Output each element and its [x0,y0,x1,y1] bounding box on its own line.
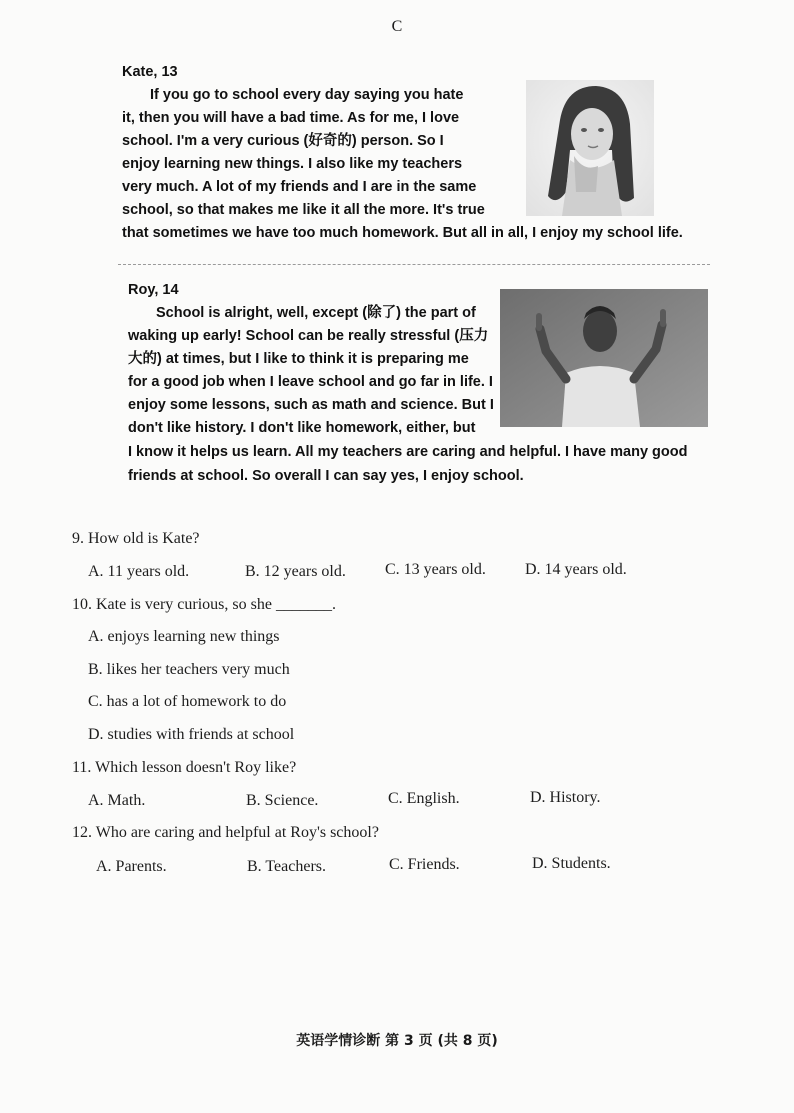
page-footer: 英语学情诊断 第 3 页 (共 8 页) [296,1033,498,1049]
option-d: D. History. [530,789,601,806]
kate-photo [526,80,654,216]
roy-name: Roy, 14 [128,282,179,298]
question-stem: 9. How old is Kate? [72,530,200,547]
roy-line: for a good job when I leave school and go far in life. I [128,374,493,390]
option-c: C. has a lot of homework to do [88,693,287,710]
kate-line: school, so that makes me like it all the more. It's true [122,202,485,218]
option-d: D. 14 years old. [525,561,627,578]
question-stem: 11. Which lesson doesn't Roy like? [72,759,297,776]
roy-line: friends at school. So overall I can say yes, I enjoy school. [128,468,524,484]
section-letter: C [391,18,403,35]
roy-photo [500,289,708,427]
option-d: D. Students. [532,855,611,872]
roy-line: waking up early! School can be really stressful (压力 [128,328,489,344]
roy-line: 大的) at times, but I like to think it is preparing me [128,351,469,367]
kate-line: very much. A lot of my friends and I are in the same [122,179,477,195]
option-a: A. enjoys learning new things [88,628,280,645]
question-stem: 10. Kate is very curious, so she _______. [72,596,336,613]
kate-line: If you go to school every day saying you hate [150,87,464,103]
kate-line: school. I'm a very curious (好奇的) person. So I [122,133,444,149]
option-b: B. Science. [246,792,319,809]
passage-divider [118,264,710,265]
kate-name: Kate, 13 [122,64,178,80]
kate-line: that sometimes we have too much homework. But all in all, I enjoy my school life. [122,225,683,241]
question-stem: 12. Who are caring and helpful at Roy's school? [72,824,379,841]
option-c: C. Friends. [389,856,460,873]
option-a: A. 11 years old. [88,563,190,580]
option-b: B. likes her teachers very much [88,661,290,678]
roy-line: School is alright, well, except (除了) the part of [156,305,476,321]
option-c: C. English. [388,790,460,807]
option-a: A. Math. [88,792,146,809]
option-b: B. 12 years old. [245,563,346,580]
roy-line: I know it helps us learn. All my teachers are caring and helpful. I have many good [128,444,688,460]
option-d: D. studies with friends at school [88,726,295,743]
option-a: A. Parents. [96,858,167,875]
roy-line: enjoy some lessons, such as math and science. But I [128,397,494,413]
kate-line: enjoy learning new things. I also like my teachers [122,156,463,172]
roy-line: don't like history. I don't like homework, either, but [128,420,476,436]
option-c: C. 13 years old. [385,561,486,578]
option-b: B. Teachers. [247,858,326,875]
kate-line: it, then you will have a bad time. As for me, I love [122,110,460,126]
